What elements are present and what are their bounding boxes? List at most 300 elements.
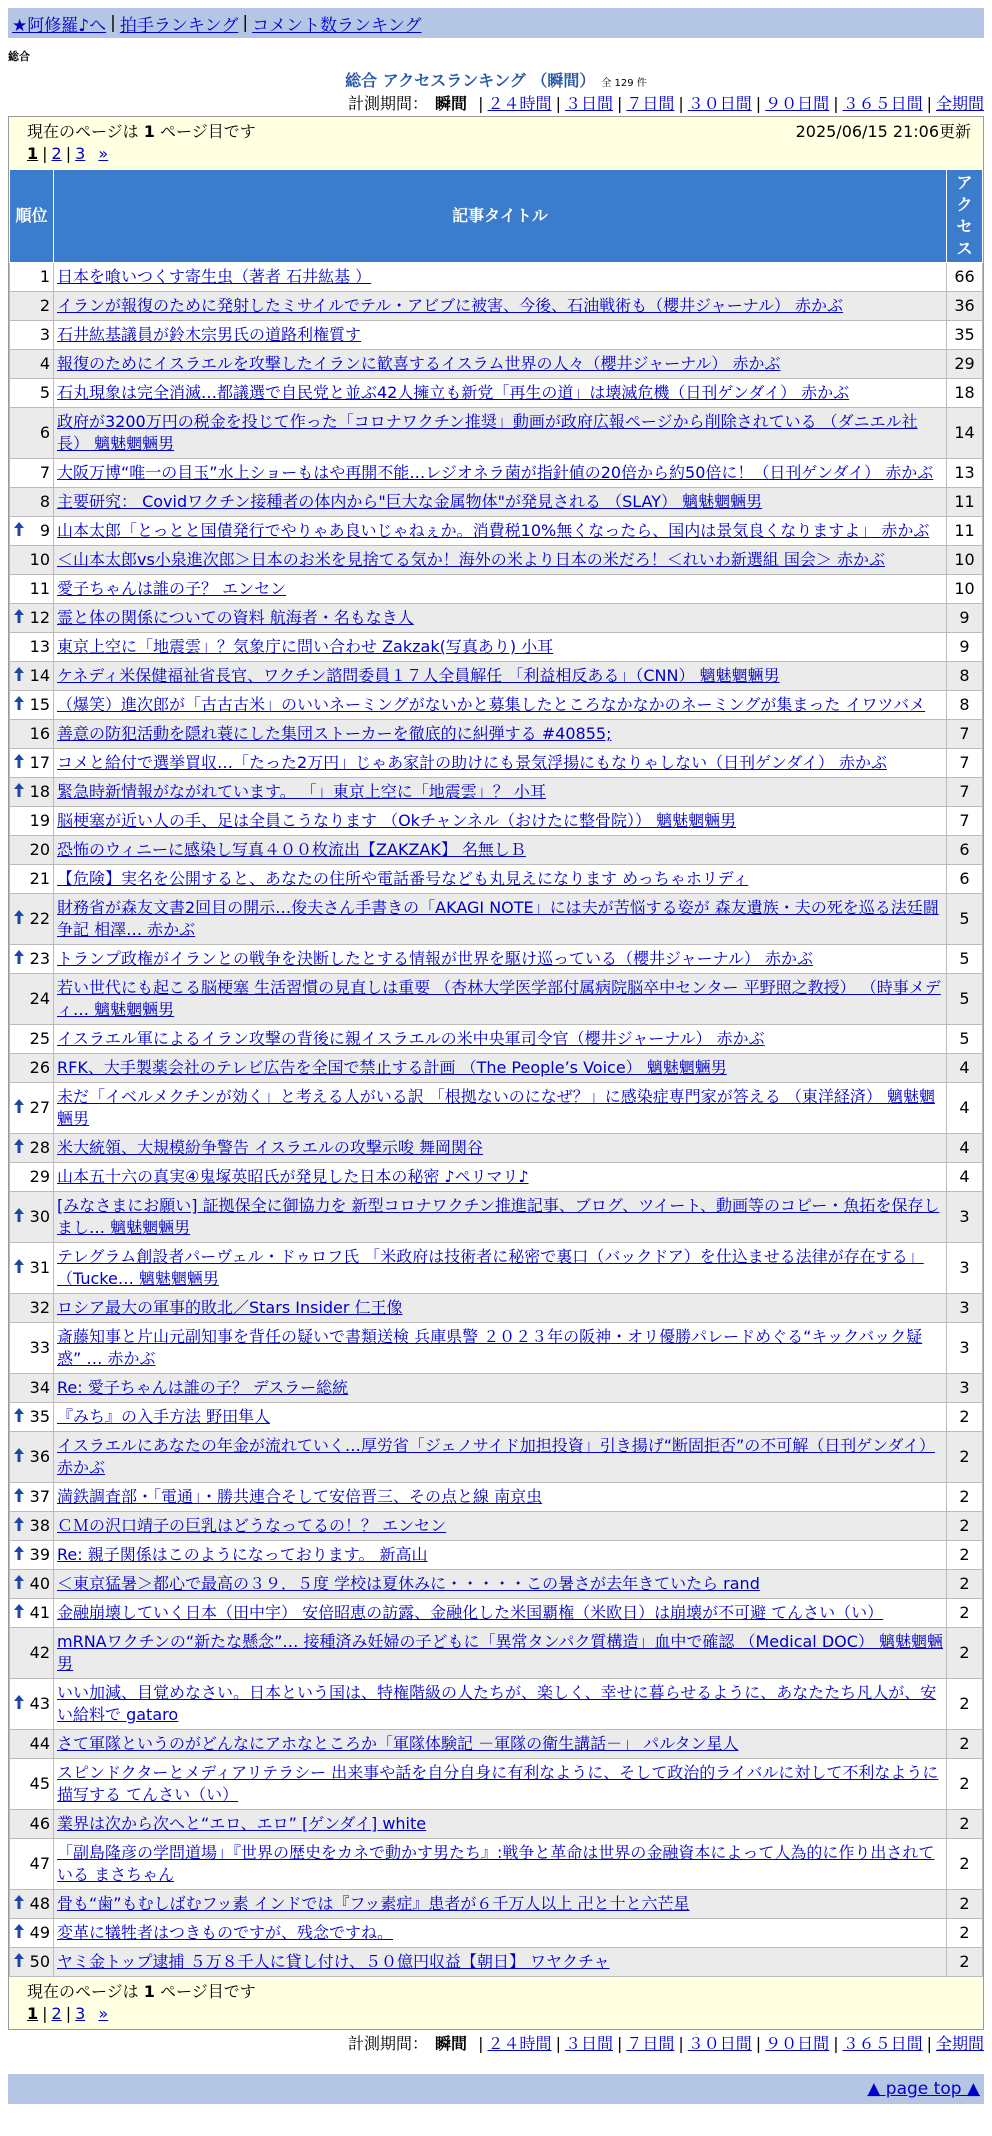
article-link[interactable]: 財務省が森友文書2回目の開示…俊夫さん手書きの「AKAGI NOTE」には夫が苦悩する姿が 森友遺族・夫の死を巡る法廷闘争記 相澤… 赤かぶ bbox=[57, 898, 939, 939]
title-cell bbox=[54, 1541, 947, 1570]
table-row bbox=[10, 1628, 983, 1679]
title-cell bbox=[54, 263, 947, 292]
page-separator: | bbox=[42, 144, 48, 163]
article-link[interactable]: 脳梗塞が近い人の手、足は全員こうなります （Okチャンネル（おけたに整骨院）） 魑魅魍魎男 bbox=[57, 811, 737, 830]
article-link[interactable]: 山本五十六の真実④鬼塚英昭氏が発見した日本の秘密 ♪ペリマリ♪ bbox=[57, 1167, 529, 1186]
rank-cell bbox=[10, 1083, 54, 1134]
rank-up-arrow-icon bbox=[14, 1922, 24, 1944]
period-link[interactable]: ２４時間 bbox=[487, 2034, 552, 2053]
table-row bbox=[10, 1679, 983, 1730]
title-cell bbox=[54, 1483, 947, 1512]
title-cell bbox=[54, 546, 947, 575]
article-link[interactable]: 「副島隆彦の学問道場」『世界の歴史をカネで動かす男たち』:戦争と革命は世界の金融資本によって人為的に作り出されている まさちゃん bbox=[57, 1843, 935, 1884]
article-link[interactable]: 石丸現象は完全消滅…都議選で自民党と並ぶ42人擁立も新党「再生の道」は壊滅危機（日刊ゲンダイ） 赤かぶ bbox=[57, 383, 850, 402]
table-row bbox=[10, 546, 983, 575]
access-count: 3 bbox=[947, 1192, 983, 1243]
rank-number: 49 bbox=[29, 1923, 50, 1942]
footer-bar bbox=[8, 2074, 984, 2104]
title-cell bbox=[54, 1192, 947, 1243]
page-separator: | bbox=[65, 144, 72, 163]
title-header: 記事タイトル bbox=[54, 170, 947, 263]
rank-cell bbox=[10, 778, 54, 807]
access-count: 2 bbox=[947, 1839, 983, 1890]
page-separator: | bbox=[42, 2004, 48, 2023]
page-link[interactable]: 3 bbox=[75, 144, 86, 163]
access-count: 2 bbox=[947, 1730, 983, 1759]
page-link[interactable]: 1 bbox=[27, 2004, 39, 2023]
title-cell bbox=[54, 662, 947, 691]
rank-cell bbox=[10, 894, 54, 945]
table-row bbox=[10, 1403, 983, 1432]
table-row bbox=[10, 321, 983, 350]
rank-cell bbox=[10, 749, 54, 778]
table-row bbox=[10, 1192, 983, 1243]
rank-cell bbox=[10, 1294, 54, 1323]
article-link[interactable]: 愛子ちゃんは誰の子？ エンセン bbox=[57, 579, 287, 598]
title-cell bbox=[54, 1083, 947, 1134]
article-link[interactable]: 日本を喰いつくす寄生虫（著者 石井紘基 ） bbox=[57, 267, 372, 286]
rank-number: 46 bbox=[29, 1814, 50, 1833]
article-link[interactable]: 緊急時新情報がながれています。 「」東京上空に「地震雲」？ 小耳 bbox=[57, 782, 546, 801]
title-cell bbox=[54, 691, 947, 720]
rank-up-arrow-icon bbox=[14, 1951, 24, 1973]
period-link[interactable]: ９０日間 bbox=[765, 2034, 830, 2053]
article-link[interactable]: コメと給付で選挙買収…「たった2万円」じゃあ家計の助けにも景気浮揚にもなりゃしない（日刊ゲンダイ） 赤かぶ bbox=[57, 753, 887, 772]
access-count: 8 bbox=[947, 662, 983, 691]
article-link[interactable]: 骨も“歯”もむしばむフッ素 インドでは『フッ素症』患者が６千万人以上 卍と十と六芒星 bbox=[57, 1894, 690, 1913]
article-link[interactable]: 政府が3200万円の税金を投じて作った「コロナワクチン推奨」動画が政府広報ページから削除されている （ダニエル社長） 魑魅魍魎男 bbox=[57, 412, 918, 453]
table-row bbox=[10, 720, 983, 749]
table-row bbox=[10, 1541, 983, 1570]
article-link[interactable]: 『みち』の入手方法 野田隼人 bbox=[57, 1407, 271, 1426]
article-link[interactable]: （爆笑）進次郎が「古古古米」のいいネーミングがないかと募集したところなかなかのネーミングが集まった イワツバメ bbox=[57, 695, 926, 714]
rank-number: 43 bbox=[29, 1694, 50, 1713]
title-cell bbox=[54, 865, 947, 894]
table-row bbox=[10, 778, 983, 807]
rank-number: 39 bbox=[29, 1545, 50, 1564]
rank-cell bbox=[10, 633, 54, 662]
article-link[interactable]: 変革に犠牲者はつきものですが、残念ですね。 bbox=[57, 1923, 394, 1942]
ranking-body bbox=[10, 263, 983, 1977]
period-separator: | bbox=[678, 94, 684, 113]
table-row bbox=[10, 1730, 983, 1759]
article-link[interactable]: 米大統領、大規模紛争警告 イスラエルの攻撃示唆 舞岡関谷 bbox=[57, 1138, 484, 1157]
rank-up-arrow-icon bbox=[14, 1406, 24, 1428]
period-selector-top bbox=[0, 92, 984, 116]
article-link[interactable]: Re: 親子関係はこのようになっております。 新高山 bbox=[57, 1545, 428, 1564]
rank-up-arrow-icon bbox=[14, 694, 24, 716]
current-page-text: 現在のページは 1 ページ目です bbox=[27, 122, 256, 141]
rank-cell bbox=[10, 459, 54, 488]
article-link[interactable]: 若い世代にも起こる脳梗塞 生活習慣の見直しは重要 （杏林大学医学部付属病院脳卒中センター 平野照之教授） （時事メディ… 魑魅魍魎男 bbox=[57, 978, 941, 1019]
access-count: 66 bbox=[947, 263, 983, 292]
table-row bbox=[10, 488, 983, 517]
rank-cell bbox=[10, 1403, 54, 1432]
period-link[interactable]: ２４時間 bbox=[487, 94, 552, 113]
rank-number: 16 bbox=[29, 724, 50, 743]
title-cell bbox=[54, 488, 947, 517]
rank-up-arrow-icon bbox=[14, 1544, 24, 1566]
rank-number: 7 bbox=[39, 463, 50, 482]
title-cell bbox=[54, 1374, 947, 1403]
title-cell bbox=[54, 1054, 947, 1083]
access-count: 10 bbox=[947, 546, 983, 575]
article-link[interactable]: いい加減、目覚めなさい。日本という国は、特権階級の人たちが、楽しく、幸せに暮らせるように、あなたたち凡人が、安い給料で gataro bbox=[57, 1683, 937, 1724]
rank-up-arrow-icon bbox=[14, 665, 24, 687]
article-link[interactable]: さて軍隊というのがどんなにアホなところか「軍隊体験記 －軍隊の衛生講話－」 パルタン星人 bbox=[57, 1734, 739, 1753]
article-link[interactable]: 【危険】実名を公開すると、あなたの住所や電話番号なども丸見えになります めっちゃホリディ bbox=[57, 869, 749, 888]
rank-up-arrow-icon bbox=[14, 1206, 24, 1228]
rank-number: 48 bbox=[29, 1894, 50, 1913]
article-link[interactable]: 業界は次から次へと“エロ、エロ” [ゲンダイ] white bbox=[57, 1814, 427, 1833]
table-row bbox=[10, 292, 983, 321]
rank-number: 13 bbox=[29, 637, 50, 656]
rank-number: 38 bbox=[29, 1516, 50, 1535]
table-row bbox=[10, 1483, 983, 1512]
access-count: 5 bbox=[947, 945, 983, 974]
rank-cell bbox=[10, 1890, 54, 1919]
page-links bbox=[27, 143, 971, 165]
access-count: 36 bbox=[947, 292, 983, 321]
next-page-link[interactable]: » bbox=[98, 144, 109, 163]
table-row bbox=[10, 633, 983, 662]
rank-cell bbox=[10, 1628, 54, 1679]
rank-cell bbox=[10, 1374, 54, 1403]
rank-number: 37 bbox=[29, 1487, 50, 1506]
title-cell bbox=[54, 1570, 947, 1599]
title-cell bbox=[54, 321, 947, 350]
rank-number: 32 bbox=[29, 1298, 50, 1317]
rank-cell bbox=[10, 1599, 54, 1628]
rank-cell bbox=[10, 517, 54, 546]
access-count: 2 bbox=[947, 1919, 983, 1948]
clap-ranking-link[interactable]: 拍手ランキング bbox=[119, 15, 239, 36]
article-link[interactable]: イスラエル軍によるイラン攻撃の背後に親イスラエルの米中央軍司令官（櫻井ジャーナル） 赤かぶ bbox=[57, 1029, 765, 1048]
rank-cell bbox=[10, 604, 54, 633]
article-link[interactable]: ＜山本太郎vs小泉進次郎＞日本のお米を見捨てる気か！海外の米より日本の米だろ！＜れいわ新選組 国会＞ 赤かぶ bbox=[57, 550, 885, 569]
rank-cell bbox=[10, 974, 54, 1025]
access-count: 7 bbox=[947, 749, 983, 778]
table-row bbox=[10, 1163, 983, 1192]
period-separator: | bbox=[616, 2034, 623, 2053]
title-cell bbox=[54, 778, 947, 807]
rank-up-arrow-icon bbox=[14, 1573, 24, 1595]
title-cell bbox=[54, 292, 947, 321]
rank-up-arrow-icon bbox=[14, 1515, 24, 1537]
period-separator: | bbox=[926, 94, 932, 113]
article-link[interactable]: [みなさまにお願い] 証拠保全に御協力を 新型コロナワクチン推進記事、ブログ、ツイート、動画等のコピー・魚拓を保存しまし… 魑魅魍魎男 bbox=[57, 1196, 940, 1237]
rank-cell bbox=[10, 1730, 54, 1759]
article-link[interactable]: ヤミ金トップ逮捕 ５万８千人に貸し付け、５０億円収益【朝日】 ワヤクチャ bbox=[57, 1952, 610, 1971]
access-header: アクセス bbox=[947, 170, 983, 263]
access-count: 11 bbox=[947, 517, 983, 546]
access-count: 4 bbox=[947, 1054, 983, 1083]
access-count: 18 bbox=[947, 379, 983, 408]
access-count: 3 bbox=[947, 1294, 983, 1323]
article-link[interactable]: mRNAワクチンの“新たな懸念”… 接種済み妊婦の子どもに「異常タンパク質構造」血中で確認 （Medical DOC） 魑魅魍魎男 bbox=[57, 1632, 944, 1673]
title-cell bbox=[54, 1243, 947, 1294]
rank-number: 22 bbox=[29, 909, 50, 928]
title-cell bbox=[54, 517, 947, 546]
rank-number: 11 bbox=[29, 579, 50, 598]
rank-cell bbox=[10, 292, 54, 321]
rank-number: 36 bbox=[29, 1447, 50, 1466]
access-count: 4 bbox=[947, 1163, 983, 1192]
article-link[interactable]: イランが報復のために発射したミサイルでテル・アビブに被害、今後、石油戦術も（櫻井ジャーナル） 赤かぶ bbox=[57, 296, 844, 315]
rank-up-arrow-icon bbox=[14, 908, 24, 930]
title-cell bbox=[54, 1890, 947, 1919]
title-cell bbox=[54, 379, 947, 408]
rank-up-arrow-icon bbox=[14, 1257, 24, 1279]
period-separator: | bbox=[678, 2034, 684, 2053]
rank-up-arrow-icon bbox=[14, 607, 24, 629]
table-row bbox=[10, 836, 983, 865]
rank-header: 順位 bbox=[10, 170, 54, 263]
access-count: 29 bbox=[947, 350, 983, 379]
title-cell bbox=[54, 1810, 947, 1839]
rank-number: 3 bbox=[39, 325, 50, 344]
rank-cell bbox=[10, 1192, 54, 1243]
rank-number: 50 bbox=[29, 1952, 50, 1971]
article-link[interactable]: 未だ「イベルメクチンが効く」と考える人がいる訳 「根拠ないのになぜ？」に感染症専門家が答える （東洋経済） 魑魅魍魎男 bbox=[57, 1087, 935, 1128]
period-link[interactable]: ３０日間 bbox=[687, 2034, 752, 2053]
article-link[interactable]: 主要研究： Covidワクチン接種者の体内から"巨大な金属物体"が発見される （SLAY） 魑魅魍魎男 bbox=[57, 492, 763, 511]
rank-number: 18 bbox=[29, 782, 50, 801]
title-cell bbox=[54, 807, 947, 836]
period-current: 瞬間 bbox=[435, 94, 468, 113]
rank-number: 26 bbox=[29, 1058, 50, 1077]
article-link[interactable]: 霊と体の関係についての資料 航海者・名もなき人 bbox=[57, 608, 414, 627]
access-count: 2 bbox=[947, 1679, 983, 1730]
period-links bbox=[474, 94, 984, 113]
access-count: 6 bbox=[947, 836, 983, 865]
home-link[interactable]: ★阿修羅♪へ bbox=[12, 15, 107, 36]
title-cell bbox=[54, 1134, 947, 1163]
period-label: 計測期間： bbox=[347, 94, 428, 113]
table-row bbox=[10, 691, 983, 720]
title-cell bbox=[54, 894, 947, 945]
rank-number: 12 bbox=[29, 608, 50, 627]
rank-cell bbox=[10, 546, 54, 575]
article-link[interactable]: 金融崩壊していく日本（田中宇） 安倍昭恵の訪露、金融化した米国覇権（米欧日）は崩壊が不可避 てんさい（い） bbox=[57, 1603, 884, 1622]
access-count: 5 bbox=[947, 894, 983, 945]
rank-cell bbox=[10, 321, 54, 350]
table-row bbox=[10, 662, 983, 691]
table-row bbox=[10, 865, 983, 894]
period-separator: | bbox=[926, 2034, 932, 2053]
page-link[interactable]: 3 bbox=[75, 2004, 86, 2023]
article-link[interactable]: テレグラム創設者パーヴェル・ドゥロフ氏 「米政府は技術者に秘密で裏口（バックドア）を仕込ませる法律が存在する」 （Tucke… 魑魅魍魎男 bbox=[57, 1247, 924, 1288]
access-count: 7 bbox=[947, 807, 983, 836]
access-count: 2 bbox=[947, 1403, 983, 1432]
rank-cell bbox=[10, 1759, 54, 1810]
title-cell bbox=[54, 749, 947, 778]
table-row bbox=[10, 1083, 983, 1134]
period-separator: | bbox=[755, 94, 762, 113]
rank-number: 40 bbox=[29, 1574, 50, 1593]
article-link[interactable]: 大阪万博“唯一の目玉”水上ショーもはや再開不能…レジオネラ菌が指針値の20倍から約50倍に！（日刊ゲンダイ） 赤かぶ bbox=[57, 463, 934, 482]
article-link[interactable]: 東京上空に「地震雲」？気象庁に問い合わせ Zakzak(写真あり) 小耳 bbox=[57, 637, 554, 656]
access-count: 9 bbox=[947, 633, 983, 662]
title-cell bbox=[54, 1025, 947, 1054]
article-link[interactable]: トランプ政権がイランとの戦争を決断したとする情報が世界を駆け巡っている（櫻井ジャーナル） 赤かぶ bbox=[57, 949, 813, 968]
article-link[interactable]: 石井紘基議員が鈴木宗男氏の道路利権質す bbox=[57, 325, 362, 344]
rank-up-arrow-icon bbox=[14, 1693, 24, 1715]
period-link[interactable]: ３０日間 bbox=[687, 94, 752, 113]
access-count: 2 bbox=[947, 1628, 983, 1679]
article-link[interactable]: 山本太郎「とっとと国債発行でやりゃあ良いじゃねぇか。消費税10%無くなったら、国内は景気良くなりますよ」 赤かぶ bbox=[57, 521, 930, 540]
rank-cell bbox=[10, 1570, 54, 1599]
article-link[interactable]: イスラエルにあなたの年金が流れていく…厚労省「ジェノサイド加担投資」引き揚げ“断固拒否”の不可解（日刊ゲンダイ） 赤かぶ bbox=[57, 1436, 936, 1477]
table-row bbox=[10, 408, 983, 459]
period-link[interactable]: ３６５日間 bbox=[842, 2034, 923, 2053]
title-cell bbox=[54, 1948, 947, 1977]
table-row bbox=[10, 1294, 983, 1323]
title-cell bbox=[54, 1839, 947, 1890]
table-row bbox=[10, 807, 983, 836]
table-row bbox=[10, 1243, 983, 1294]
period-link[interactable]: ７日間 bbox=[626, 2034, 675, 2053]
rank-cell bbox=[10, 1025, 54, 1054]
table-row bbox=[10, 1512, 983, 1541]
article-link[interactable]: スピンドクターとメディアリテラシー 出来事や話を自分自身に有利なように、そして政治的ライバルに対して不利なように描写する てんさい（い） bbox=[57, 1763, 939, 1804]
access-count: 2 bbox=[947, 1483, 983, 1512]
breadcrumb: 総合 bbox=[8, 50, 30, 63]
rank-cell bbox=[10, 408, 54, 459]
rank-number: 33 bbox=[29, 1338, 50, 1357]
next-page-link[interactable]: » bbox=[98, 2004, 109, 2023]
rank-cell bbox=[10, 1483, 54, 1512]
period-link[interactable]: 全期間 bbox=[935, 2034, 984, 2053]
article-link[interactable]: 報復のためにイスラエルを攻撃したイランに歓喜するイスラム世界の人々（櫻井ジャーナル） 赤かぶ bbox=[57, 354, 781, 373]
top-nav bbox=[8, 8, 984, 38]
rank-number: 44 bbox=[29, 1734, 50, 1753]
article-link[interactable]: 善意の防犯活動を隠れ蓑にした集団ストーカーを徹底的に糾弾する #40855; bbox=[57, 724, 612, 743]
table-row bbox=[10, 1948, 983, 1977]
updated-timestamp: 2025/06/15 21:06更新 bbox=[795, 122, 971, 141]
rank-cell bbox=[10, 1512, 54, 1541]
period-separator: | bbox=[833, 2034, 839, 2053]
period-separator: | bbox=[555, 94, 561, 113]
period-link[interactable]: ３日間 bbox=[564, 94, 613, 113]
article-link[interactable]: Re: 愛子ちゃんは誰の子？ デスラー総統 bbox=[57, 1378, 349, 1397]
access-count: 9 bbox=[947, 604, 983, 633]
page-links bbox=[27, 2003, 971, 2025]
access-count: 3 bbox=[947, 1323, 983, 1374]
access-count: 2 bbox=[947, 1948, 983, 1977]
title-cell bbox=[54, 1759, 947, 1810]
access-count: 2 bbox=[947, 1810, 983, 1839]
access-count: 6 bbox=[947, 865, 983, 894]
comment-ranking-link[interactable]: コメント数ランキング bbox=[252, 15, 422, 36]
period-separator: | bbox=[616, 94, 623, 113]
table-row bbox=[10, 1919, 983, 1948]
table-row bbox=[10, 379, 983, 408]
period-link[interactable]: ３６５日間 bbox=[842, 94, 923, 113]
table-row bbox=[10, 894, 983, 945]
period-label: 計測期間： bbox=[347, 2034, 428, 2053]
rank-number: 1 bbox=[39, 267, 50, 286]
rank-number: 28 bbox=[29, 1138, 50, 1157]
period-separator: | bbox=[478, 94, 484, 113]
table-row bbox=[10, 1810, 983, 1839]
rank-cell bbox=[10, 1163, 54, 1192]
rank-cell bbox=[10, 945, 54, 974]
table-row bbox=[10, 459, 983, 488]
rank-number: 2 bbox=[39, 296, 50, 315]
rank-number: 4 bbox=[39, 354, 50, 373]
rank-cell bbox=[10, 379, 54, 408]
title-cell bbox=[54, 1919, 947, 1948]
article-link[interactable]: 斎藤知事と片山元副知事を背任の疑いで書類送検 兵庫県警 ２０２３年の阪神・オリ優勝パレードめぐる“キックバック疑惑” … 赤かぶ bbox=[57, 1327, 923, 1368]
title-cell bbox=[54, 1730, 947, 1759]
table-row bbox=[10, 1759, 983, 1810]
rank-number: 45 bbox=[29, 1774, 50, 1793]
rank-up-arrow-icon bbox=[14, 1446, 24, 1468]
rank-up-arrow-icon bbox=[14, 781, 24, 803]
article-link[interactable]: 恐怖のウィニーに感染し写真４００枚流出【ZAKZAK】 名無しＢ bbox=[57, 840, 526, 859]
page-top-link[interactable]: ▲ page top ▲ bbox=[867, 2079, 980, 2099]
title-cell bbox=[54, 974, 947, 1025]
rank-cell bbox=[10, 263, 54, 292]
rank-cell bbox=[10, 662, 54, 691]
access-count: 7 bbox=[947, 778, 983, 807]
rank-cell bbox=[10, 865, 54, 894]
article-link[interactable]: 満鉄調査部・「電通」・勝共連合そして安倍晋三、その点と線 南京虫 bbox=[57, 1487, 543, 1506]
rank-number: 21 bbox=[29, 869, 50, 888]
table-row bbox=[10, 604, 983, 633]
page-title: 総合 アクセスランキング （瞬間） bbox=[345, 71, 596, 90]
article-link[interactable]: ロシア最大の軍事的敗北／Stars Insider 仁王像 bbox=[57, 1298, 403, 1317]
period-link[interactable]: ９０日間 bbox=[765, 94, 830, 113]
access-count: 5 bbox=[947, 1025, 983, 1054]
rank-cell bbox=[10, 350, 54, 379]
rank-up-arrow-icon bbox=[14, 1602, 24, 1624]
title-cell bbox=[54, 1599, 947, 1628]
period-separator: | bbox=[555, 2034, 561, 2053]
period-selector-bottom bbox=[0, 2032, 984, 2056]
access-count: 2 bbox=[947, 1759, 983, 1810]
article-link[interactable]: RFK、大手製薬会社のテレビ広告を全国で禁止する計画 （The People’s Voice） 魑魅魍魎男 bbox=[57, 1058, 727, 1077]
title-cell bbox=[54, 1512, 947, 1541]
table-row bbox=[10, 1054, 983, 1083]
page-link[interactable]: 2 bbox=[51, 2004, 62, 2023]
article-link[interactable]: ＣＭの沢口靖子の巨乳はどうなってるの！？ エンセン bbox=[57, 1516, 447, 1535]
period-link[interactable]: ７日間 bbox=[626, 94, 675, 113]
table-row bbox=[10, 945, 983, 974]
article-link[interactable]: ケネディ米保健福祉省長官、ワクチン諮問委員１７人全員解任 「利益相反ある」（CNN） 魑魅魍魎男 bbox=[57, 666, 780, 685]
rank-number: 42 bbox=[29, 1643, 50, 1662]
access-count: 11 bbox=[947, 488, 983, 517]
rank-cell bbox=[10, 691, 54, 720]
page-link[interactable]: 2 bbox=[51, 144, 62, 163]
article-link[interactable]: ＜東京猛暑＞都心で最高の３９．５度 学校は夏休みに・・・・・この暑さが去年きていたら rand bbox=[57, 1574, 760, 1593]
table-row bbox=[10, 1374, 983, 1403]
rank-number: 5 bbox=[39, 383, 50, 402]
rank-cell bbox=[10, 575, 54, 604]
page-link[interactable]: 1 bbox=[27, 144, 39, 163]
table-row bbox=[10, 350, 983, 379]
period-link[interactable]: 全期間 bbox=[935, 94, 984, 113]
rank-number: 17 bbox=[29, 753, 50, 772]
rank-number: 25 bbox=[29, 1029, 50, 1048]
rank-number: 27 bbox=[29, 1098, 50, 1117]
rank-cell bbox=[10, 1054, 54, 1083]
rank-cell bbox=[10, 720, 54, 749]
period-link[interactable]: ３日間 bbox=[564, 2034, 613, 2053]
rank-cell bbox=[10, 1541, 54, 1570]
rank-up-arrow-icon bbox=[14, 1137, 24, 1159]
